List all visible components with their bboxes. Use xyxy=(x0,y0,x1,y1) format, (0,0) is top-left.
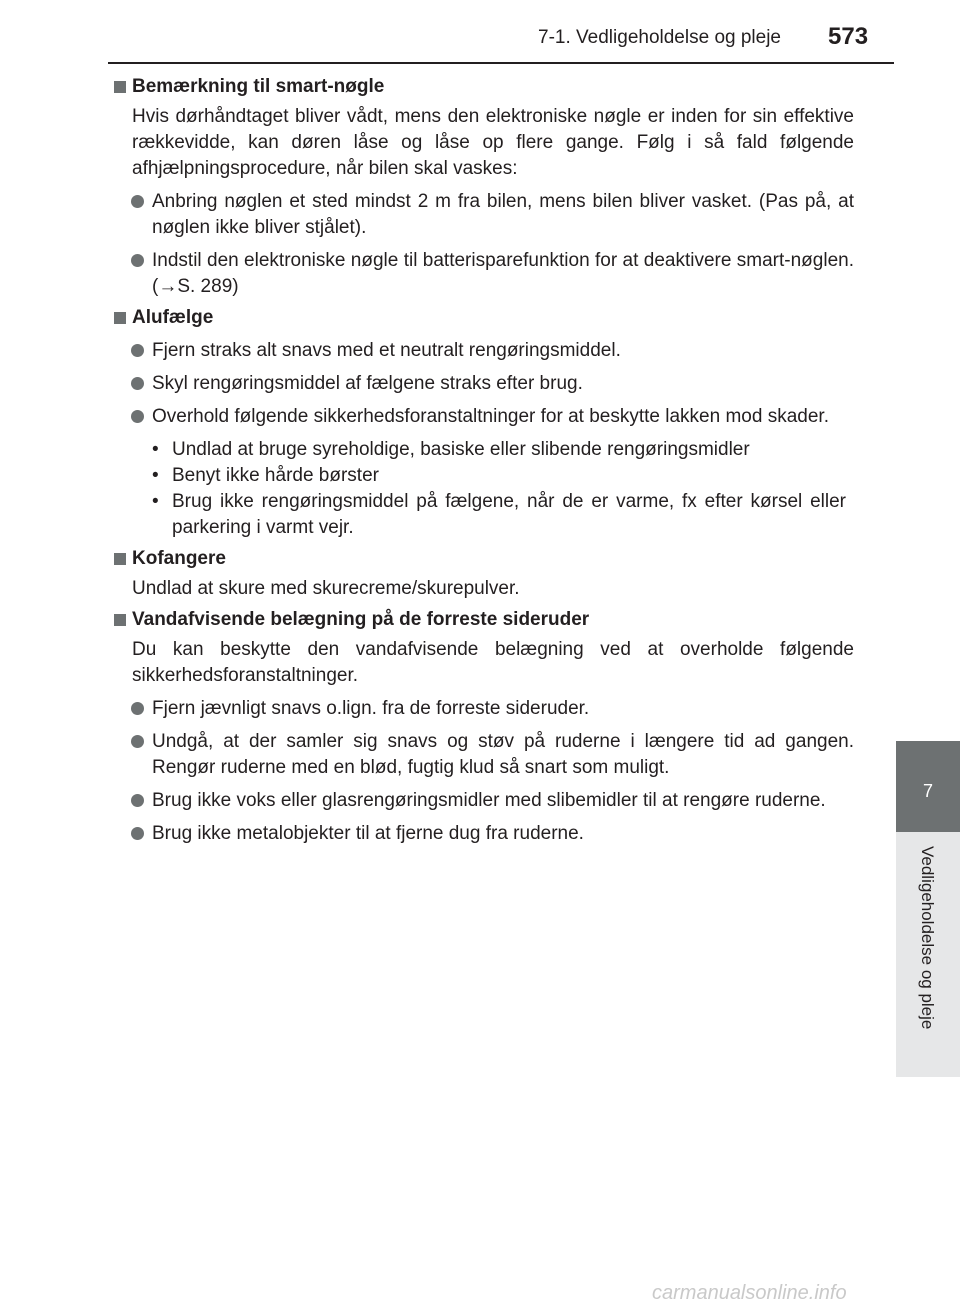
bullet-text: Anbring nøglen et sted mindst 2 m fra bilen, mens bilen bliver vasket. (Pas på, at nøglen ikke bliver stjålet). xyxy=(152,191,854,238)
section-heading-text: Alufælge xyxy=(132,307,214,328)
sub-bullet-item xyxy=(110,463,846,489)
sub-bullet-text: Brug ikke rengøringsmiddel på fælgene, når de er varme, fx efter kørsel eller parkering i varmt vejr. xyxy=(172,491,846,538)
bullet-item xyxy=(110,248,854,300)
section-heading xyxy=(110,74,854,100)
circle-bullet-icon xyxy=(131,377,144,390)
chapter-number: 7 xyxy=(922,781,933,801)
circle-bullet-icon xyxy=(131,254,144,267)
circle-bullet-icon xyxy=(131,794,144,807)
section-paragraph: Du kan beskytte den vandafvisende belægning ved at overholde følgende sikkerhedsforanstaltninger. xyxy=(132,639,854,686)
circle-bullet-icon xyxy=(131,702,144,715)
square-bullet-icon xyxy=(114,81,126,93)
circle-bullet-icon xyxy=(131,735,144,748)
bullet-item xyxy=(110,371,854,397)
bullet-item xyxy=(110,338,854,364)
running-header-section-title: 7-1. Vedligeholdelse og pleje xyxy=(538,27,781,48)
circle-bullet-icon xyxy=(131,410,144,423)
section-heading xyxy=(110,546,854,572)
section-heading-text: Bemærkning til smart-nøgle xyxy=(132,76,385,97)
bullet-text: Fjern jævnligt snavs o.lign. fra de forreste sideruder. xyxy=(152,698,590,719)
section-heading-text: Kofangere xyxy=(132,548,226,569)
page-number: 573 xyxy=(828,23,869,50)
square-bullet-icon xyxy=(114,312,126,324)
section-heading-text: Vandafvisende belægning på de forreste sideruder xyxy=(132,609,590,630)
circle-bullet-icon xyxy=(131,195,144,208)
sub-bullet-text: Benyt ikke hårde børster xyxy=(172,465,379,486)
sub-bullet-icon: • xyxy=(152,465,159,486)
sub-bullet-text: Undlad at bruge syreholdige, basiske eller slibende rengøringsmidler xyxy=(172,439,750,460)
sub-bullet-item xyxy=(110,489,846,541)
header-rule xyxy=(108,62,894,64)
circle-bullet-icon xyxy=(131,344,144,357)
page-body xyxy=(110,74,854,847)
bullet-item xyxy=(110,729,854,781)
bullet-text: Brug ikke metalobjekter til at fjerne dug fra ruderne. xyxy=(152,823,584,844)
sub-bullet-icon: • xyxy=(152,491,159,512)
sub-bullet-item xyxy=(110,437,846,463)
sub-bullet-icon: • xyxy=(152,439,159,460)
chapter-label: Vedligeholdelse og pleje xyxy=(918,846,937,1030)
bullet-item xyxy=(110,788,854,814)
bullet-item xyxy=(110,404,854,430)
bullet-item xyxy=(110,821,854,847)
bullet-text: Undgå, at der samler sig snavs og støv på ruderne i længere tid ad gangen. Rengør ruderne med en blød, fugtig klud så snart som muligt. xyxy=(152,731,854,778)
bullet-text: Indstil den elektroniske nøgle til batterisparefunktion for at deaktivere smart-nøglen. (→S. 289) xyxy=(152,250,854,297)
bullet-text: Skyl rengøringsmiddel af fælgene straks efter brug. xyxy=(152,373,583,394)
bullet-text: Fjern straks alt snavs med et neutralt rengøringsmiddel. xyxy=(152,340,621,361)
bullet-text: Overhold følgende sikkerhedsforanstaltninger for at beskytte lakken mod skader. xyxy=(152,406,829,427)
square-bullet-icon xyxy=(114,553,126,565)
section-paragraph: Hvis dørhåndtaget bliver vådt, mens den elektroniske nøgle er inden for sin effektive rækkevidde, kan døren låse og låse op flere gange. Følg i så fald følgende afhjælpningsprocedure, når bilen skal vaskes: xyxy=(132,106,854,179)
section-heading xyxy=(110,305,854,331)
circle-bullet-icon xyxy=(131,827,144,840)
square-bullet-icon xyxy=(114,614,126,626)
chapter-tab xyxy=(896,741,960,832)
bullet-item xyxy=(110,189,854,241)
bullet-item xyxy=(110,696,854,722)
bullet-text: Brug ikke voks eller glasrengøringsmidler med slibemidler til at rengøre ruderne. xyxy=(152,790,826,811)
watermark: carmanualsonline.info xyxy=(652,1282,847,1304)
section-paragraph: Undlad at skure med skurecreme/skurepulver. xyxy=(132,578,520,599)
section-heading xyxy=(110,607,854,633)
